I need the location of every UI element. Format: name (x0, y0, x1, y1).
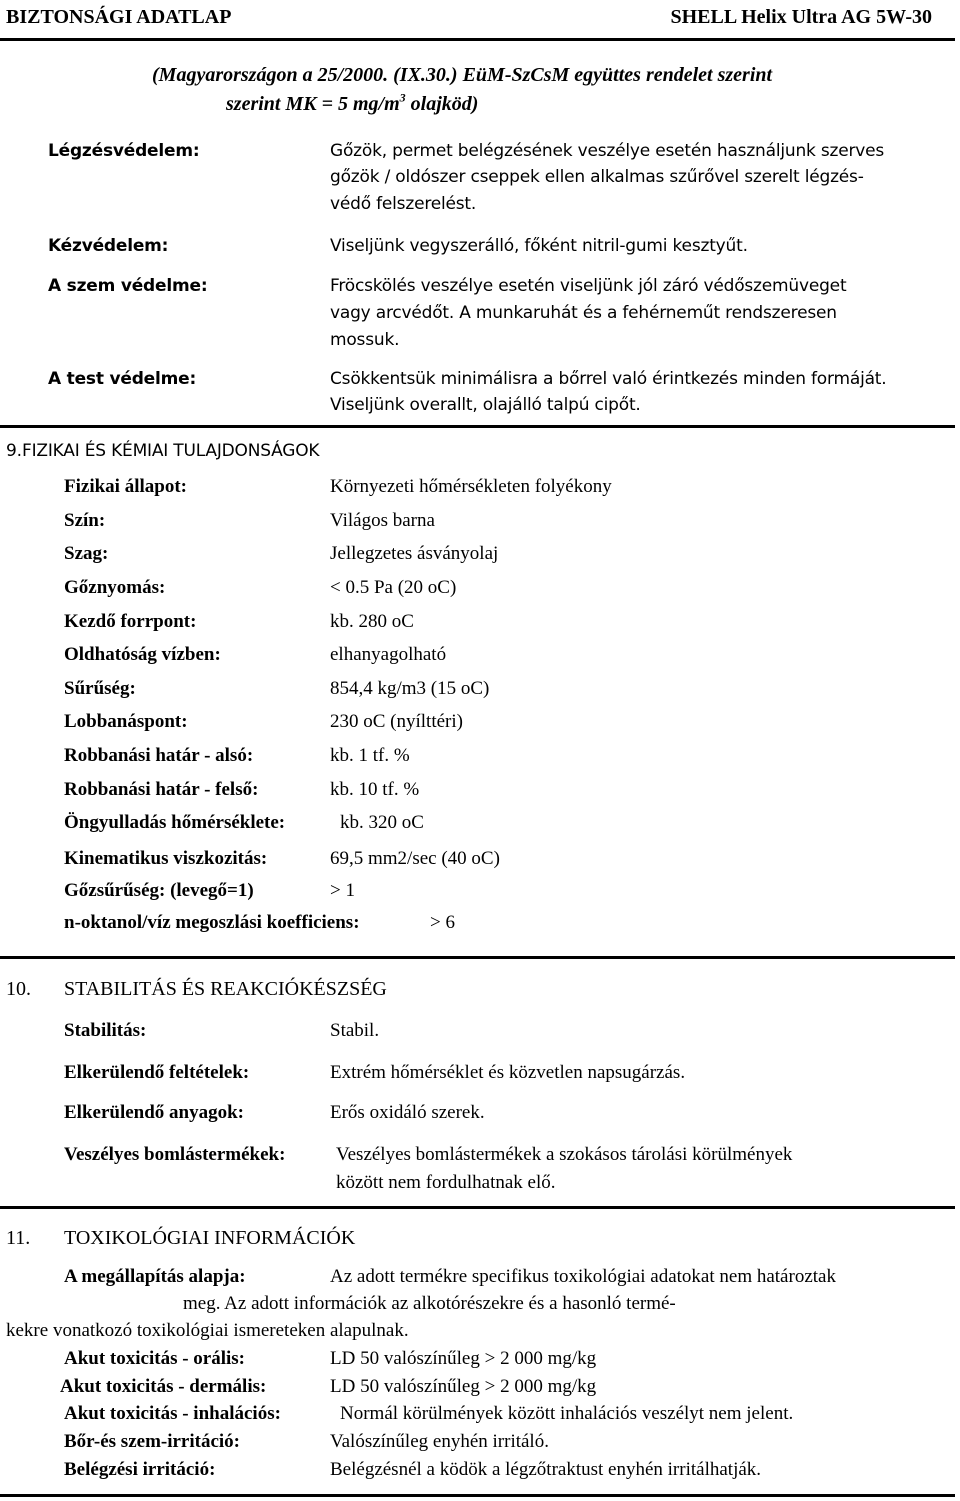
tox-value: Normál körülmények között inhalációs veszélyt nem jelent. (340, 1403, 794, 1424)
prop-value: Környezeti hőmérsékleten folyékony (330, 476, 612, 497)
header-rule (0, 38, 955, 41)
respiratory-text-2: gőzök / oldószer cseppek ellen alkalmas szűrővel szerelt légzés- (330, 167, 864, 187)
prop-label: Lobbanáspont: (64, 711, 188, 732)
tox-value: LD 50 valószínűleg > 2 000 mg/kg (330, 1376, 597, 1397)
prop-label: Oldhatóság vízben: (64, 644, 221, 665)
tox-label: Akut toxicitás - inhalációs: (64, 1403, 281, 1424)
prop-label: Gőzsűrűség: (levegő=1) (64, 880, 254, 901)
decomposition-label: Veszélyes bomlástermékek: (64, 1144, 286, 1165)
conditions-value: Extrém hőmérséklet és közvetlen napsugárzás. (330, 1062, 686, 1083)
prop-label: Öngyulladás hőmérséklete: (64, 812, 286, 833)
basis-text-2: meg. Az adott információk az alkotórészekre és a hasonló termé- (183, 1293, 676, 1314)
prop-value: Jellegzetes ásványolaj (330, 543, 499, 564)
product-name: SHELL Helix Ultra AG 5W-30 (670, 6, 932, 28)
decomposition-text-1: Veszélyes bomlástermékek a szokásos tárolási körülmények (336, 1144, 793, 1165)
prop-label: Szín: (64, 510, 106, 531)
prop-value: 854,4 kg/m3 (15 oC) (330, 678, 490, 699)
section-10-number: 10. (6, 978, 31, 1000)
prop-value: kb. 280 oC (330, 611, 414, 632)
tox-value: LD 50 valószínűleg > 2 000 mg/kg (330, 1348, 597, 1369)
respiratory-label: Légzésvédelem: (48, 141, 200, 161)
prop-label: Fizikai állapot: (64, 476, 187, 497)
footer-rule (0, 1494, 955, 1497)
prop-value: elhanyagolható (330, 644, 447, 665)
materials-value: Erős oxidáló szerek. (330, 1102, 485, 1123)
hand-protection-label: Kézvédelem: (48, 236, 169, 256)
respiratory-text-3: védő felszerelést. (330, 194, 477, 214)
eye-protection-text-2: vagy arcvédőt. A munkaruhát és a fehérneműt rendszeresen (330, 303, 837, 323)
tox-value: Valószínűleg enyhén irritáló. (330, 1431, 549, 1452)
stability-label: Stabilitás: (64, 1020, 147, 1041)
eye-protection-text-1: Fröcskölés veszélye esetén viseljünk jól záró védőszemüveget (330, 276, 847, 296)
tox-label: Akut toxicitás - dermális: (60, 1376, 267, 1397)
prop-label: Sűrűség: (64, 678, 136, 699)
basis-text-1: Az adott termékre specifikus toxikológiai adatokat nem határoztak (330, 1266, 836, 1287)
basis-text-3: kekre vonatkozó toxikológiai ismereteken alapulnak. (6, 1320, 409, 1341)
prop-label: Gőznyomás: (64, 577, 166, 598)
prop-value: < 0.5 Pa (20 oC) (330, 577, 457, 598)
eye-protection-label: A szem védelme: (48, 276, 208, 296)
section-11-title: TOXIKOLÓGIAI INFORMÁCIÓK (64, 1227, 356, 1249)
materials-label: Elkerülendő anyagok: (64, 1102, 245, 1123)
tox-label: Akut toxicitás - orális: (64, 1348, 246, 1369)
prop-value: Világos barna (330, 510, 435, 531)
prop-value: > 6 (430, 912, 455, 933)
prop-value: 69,5 mm2/sec (40 oC) (330, 848, 500, 869)
prop-label: Kezdő forrpont: (64, 611, 197, 632)
conditions-label: Elkerülendő feltételek: (64, 1062, 250, 1083)
prop-value: kb. 320 oC (340, 812, 424, 833)
regulation-line: (Magyarországon a 25/2000. (IX.30.) EüM-SzCsM együttes rendelet szerint (152, 64, 773, 86)
section-rule (0, 956, 955, 959)
section-10-title: STABILITÁS ÉS REAKCIÓKÉSZSÉG (64, 978, 387, 1000)
basis-label: A megállapítás alapja: (64, 1266, 246, 1287)
eye-protection-text-3: mossuk. (330, 330, 400, 350)
body-protection-text-2: Viseljünk overallt, olajálló talpú cipőt. (330, 395, 641, 415)
section-rule (0, 1206, 955, 1209)
tox-value: Belégzésnél a ködök a légzőtraktust enyhén irritálhatják. (330, 1459, 762, 1480)
body-protection-text-1: Csökkentsük minimálisra a bőrrel való érintkezés minden formáját. (330, 369, 887, 389)
prop-label: n-oktanol/víz megoszlási koefficiens: (64, 912, 360, 933)
doc-title: BIZTONSÁGI ADATLAP (6, 6, 232, 28)
hand-protection-text: Viseljünk vegyszerálló, főként nitril-gumi kesztyűt. (330, 236, 748, 256)
prop-value: kb. 10 tf. % (330, 779, 420, 800)
prop-label: Robbanási határ - alsó: (64, 745, 254, 766)
section-11-number: 11. (6, 1227, 31, 1249)
prop-value: 230 oC (nyílttéri) (330, 711, 463, 732)
body-protection-label: A test védelme: (48, 369, 197, 389)
tox-label: Bőr-és szem-irritáció: (64, 1431, 241, 1452)
section-rule (0, 425, 955, 428)
decomposition-text-2: között nem fordulhatnak elő. (336, 1172, 556, 1193)
stability-value: Stabil. (330, 1020, 380, 1041)
section-9-number: 9. (6, 441, 22, 461)
prop-value: kb. 1 tf. % (330, 745, 410, 766)
prop-label: Robbanási határ - felső: (64, 779, 259, 800)
section-9-title: FIZIKAI ÉS KÉMIAI TULAJDONSÁGOK (22, 441, 320, 461)
mk-limit-line: szerint MK = 5 $mg/m^3$ olajköd) (226, 90, 479, 115)
prop-value: > 1 (330, 880, 355, 901)
prop-label: Szag: (64, 543, 109, 564)
prop-label: Kinematikus viszkozitás: (64, 848, 268, 869)
tox-label: Belégzési irritáció: (64, 1459, 216, 1480)
respiratory-text-1: Gőzök, permet belégzésének veszélye esetén használjunk szerves (330, 141, 885, 161)
